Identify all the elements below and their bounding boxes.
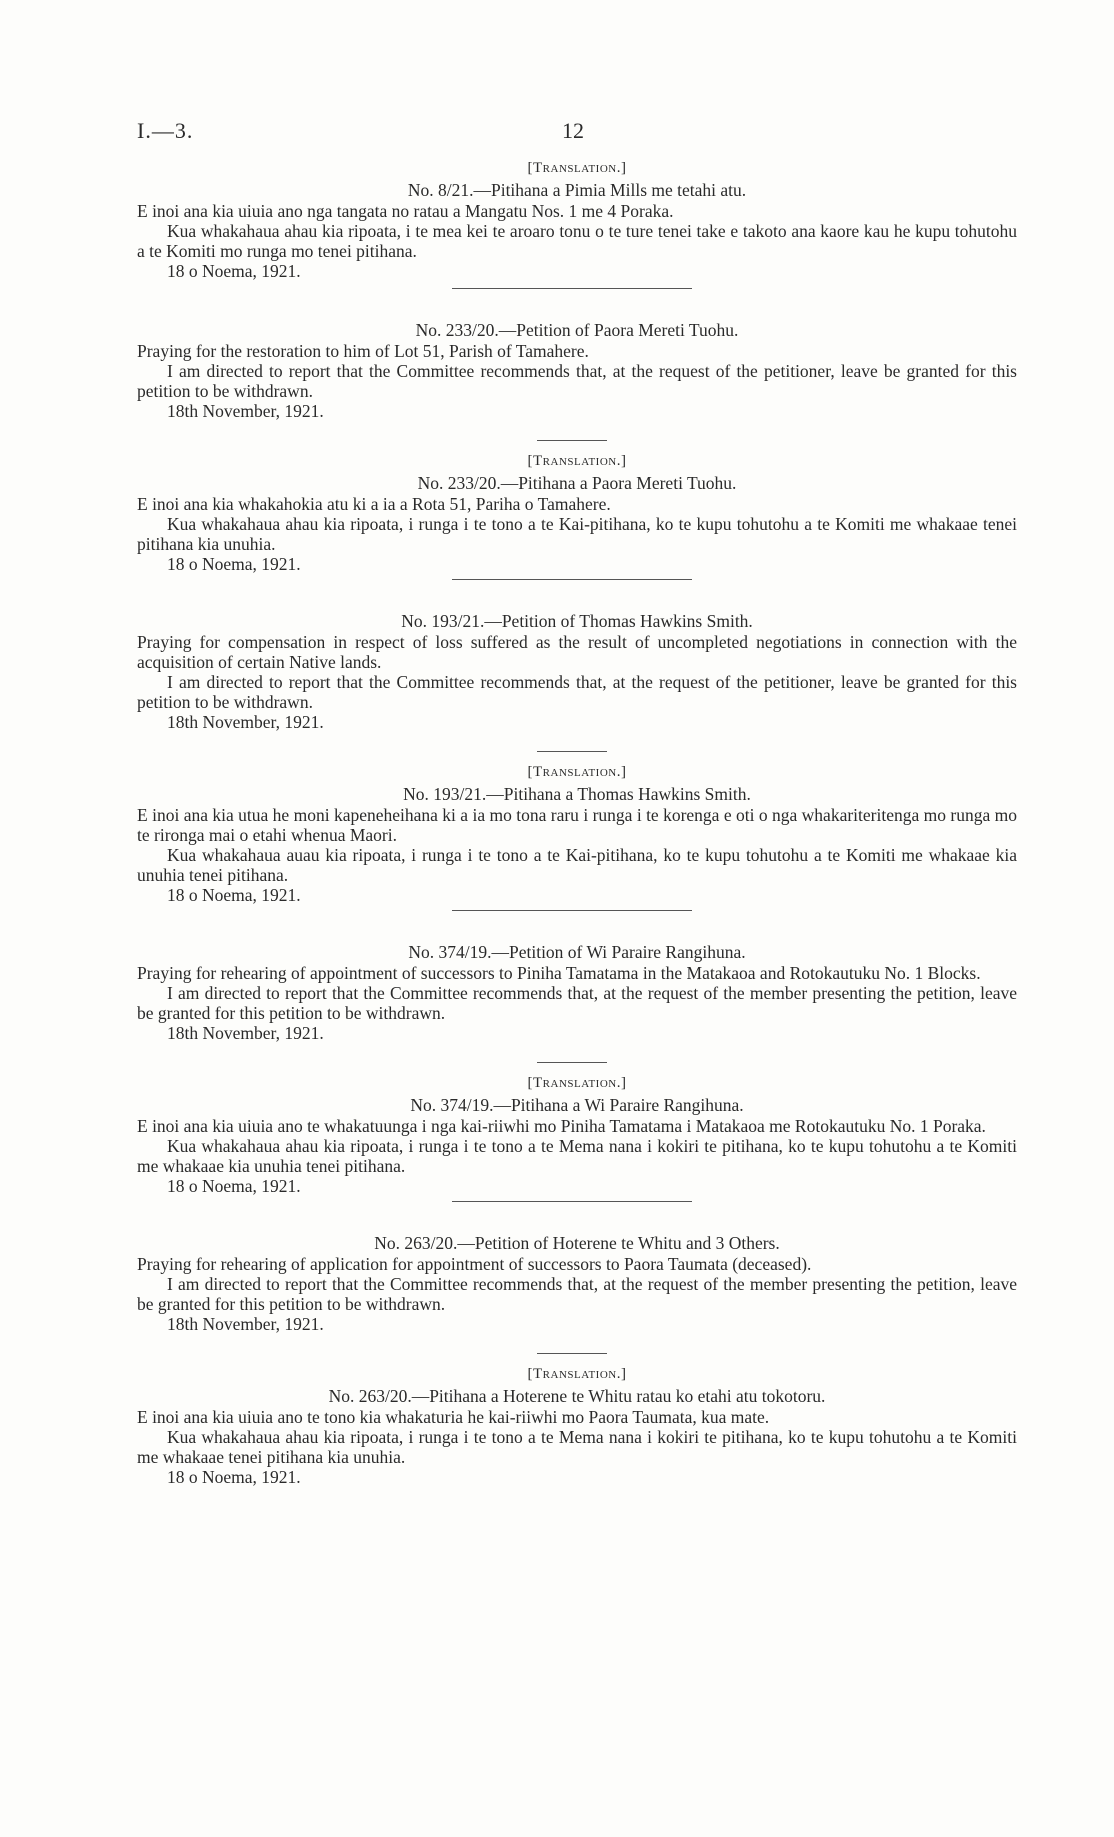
- page-header: [137, 118, 1017, 152]
- petition-title: No. 374/19.—Pitihana a Wi Paraire Rangihuna.: [410, 1095, 744, 1115]
- section-divider: [537, 1062, 607, 1063]
- report-date: 18 o Noema, 1921.: [167, 261, 301, 281]
- petition-title: No. 263/20.—Pitihana a Hoterene te Whitu ratau ko etahi atu tokotoru.: [328, 1386, 826, 1406]
- petition-title: No. 8/21.—Pitihana a Pimia Mills me tetahi atu.: [407, 180, 747, 200]
- translation-label: [Translation.]: [527, 453, 627, 469]
- petition-entry: [137, 941, 1017, 1044]
- petition-prayer: Praying for rehearing of appointment of successors to Piniha Tamatama in the Matakaoa and Rotokautuku No. 1 Blocks.: [137, 963, 981, 983]
- petition-title: No. 193/21.—Pitihana a Thomas Hawkins Smith.: [403, 784, 751, 804]
- petition-entry: [137, 319, 1017, 422]
- translation-label: [Translation.]: [527, 764, 627, 780]
- petition-entry: [137, 610, 1017, 733]
- committee-report: Kua whakahaua ahau kia ripoata, i runga i te tono a te Mema nana i kokiri te pitihana, ko te kupu tohutohu a te Komiti me whakaae kia unuhia tenei pitihana.: [137, 1136, 1017, 1176]
- petition-entry: [137, 158, 1017, 282]
- committee-report: Kua whakahaua ahau kia ripoata, i te mea kei te aroaro tonu o te ture tenei take e takoto ana kaore kau he kupu tohutohu a te Komiti mo runga mo tenei pitihana.: [137, 221, 1017, 261]
- translation-label: [Translation.]: [527, 1366, 627, 1382]
- committee-report: I am directed to report that the Committee recommends that, at the request of the member presenting the petition, leave be granted for this petition to be withdrawn.: [137, 983, 1017, 1023]
- report-date: 18th November, 1921.: [167, 712, 324, 732]
- report-date: 18 o Noema, 1921.: [167, 554, 301, 574]
- petition-prayer: E inoi ana kia uiuia ano te tono kia whakaturia he kai-riiwhi mo Paora Taumata, kua mate.: [137, 1407, 770, 1427]
- section-divider: [537, 751, 607, 752]
- petition-entry: [137, 1364, 1017, 1488]
- section-divider: [537, 440, 607, 441]
- petition-prayer: Praying for compensation in respect of loss suffered as the result of uncompleted negotiations in connection with the acquisition of certain Native lands.: [137, 632, 1017, 672]
- committee-report: Kua whakahaua auau kia ripoata, i runga i te tono a te Kai-pitihana, ko te kupu tohutohu a te Komiti me whakaae kia unuhia tenei pitihana.: [137, 845, 1017, 885]
- petition-prayer: E inoi ana kia uiuia ano nga tangata no ratau a Mangatu Nos. 1 me 4 Poraka.: [137, 201, 674, 221]
- committee-report: Kua whakahaua ahau kia ripoata, i runga i te tono a te Kai-pitihana, ko te kupu tohutohu a te Komiti me whakaae tenei pitihana kia unuhia.: [137, 514, 1017, 554]
- report-date: 18th November, 1921.: [167, 1314, 324, 1334]
- translation-label: [Translation.]: [527, 1075, 627, 1091]
- petition-title: No. 233/20.—Petition of Paora Mereti Tuohu.: [415, 320, 739, 340]
- petition-prayer: Praying for rehearing of application for appointment of successors to Paora Taumata (deceased).: [137, 1254, 812, 1274]
- petition-title: No. 233/20.—Pitihana a Paora Mereti Tuohu.: [417, 473, 737, 493]
- section-divider: [537, 1353, 607, 1354]
- petition-prayer: E inoi ana kia utua he moni kapeneheihana ki a ia mo tona raru i runga i te korenga e oti o nga whakariteritenga mo runga mo te rironga mai o etahi whenua Maori.: [137, 805, 1017, 845]
- committee-report: I am directed to report that the Committee recommends that, at the request of the petitioner, leave be granted for this petition to be withdrawn.: [137, 361, 1017, 401]
- petition-entry: [137, 451, 1017, 575]
- report-date: 18 o Noema, 1921.: [167, 885, 301, 905]
- petition-entry: [137, 1232, 1017, 1335]
- petition-entry: [137, 762, 1017, 906]
- petition-title: No. 374/19.—Petition of Wi Paraire Rangihuna.: [408, 942, 746, 962]
- petition-title: No. 193/21.—Petition of Thomas Hawkins Smith.: [401, 611, 753, 631]
- petition-prayer: E inoi ana kia whakahokia atu ki a ia a Rota 51, Pariha o Tamahere.: [137, 494, 611, 514]
- petition-entry: [137, 1073, 1017, 1197]
- petition-prayer: E inoi ana kia uiuia ano te whakatuunga i nga kai-riiwhi mo Piniha Tamatama i Matakaoa me Rotokautuku No. 1 Poraka.: [137, 1116, 986, 1136]
- translation-label: [Translation.]: [527, 160, 627, 176]
- report-date: 18 o Noema, 1921.: [167, 1176, 301, 1196]
- report-date: 18 o Noema, 1921.: [167, 1467, 301, 1487]
- petition-title: No. 263/20.—Petition of Hoterene te Whitu and 3 Others.: [374, 1233, 780, 1253]
- committee-report: I am directed to report that the Committee recommends that, at the request of the member presenting the petition, leave be granted for this petition to be withdrawn.: [137, 1274, 1017, 1314]
- report-date: 18th November, 1921.: [167, 1023, 324, 1043]
- page-number: 12: [562, 118, 584, 143]
- paper-reference: I.—3.: [137, 118, 194, 143]
- document-page: [137, 118, 1017, 1488]
- committee-report: I am directed to report that the Committee recommends that, at the request of the petitioner, leave be granted for this petition to be withdrawn.: [137, 672, 1017, 712]
- report-date: 18th November, 1921.: [167, 401, 324, 421]
- petition-prayer: Praying for the restoration to him of Lot 51, Parish of Tamahere.: [137, 341, 589, 361]
- committee-report: Kua whakahaua ahau kia ripoata, i runga i te tono a te Mema nana i kokiri te pitihana, ko te kupu tohutohu a te Komiti me whakaae tenei pitihana kia unuhia.: [137, 1427, 1017, 1467]
